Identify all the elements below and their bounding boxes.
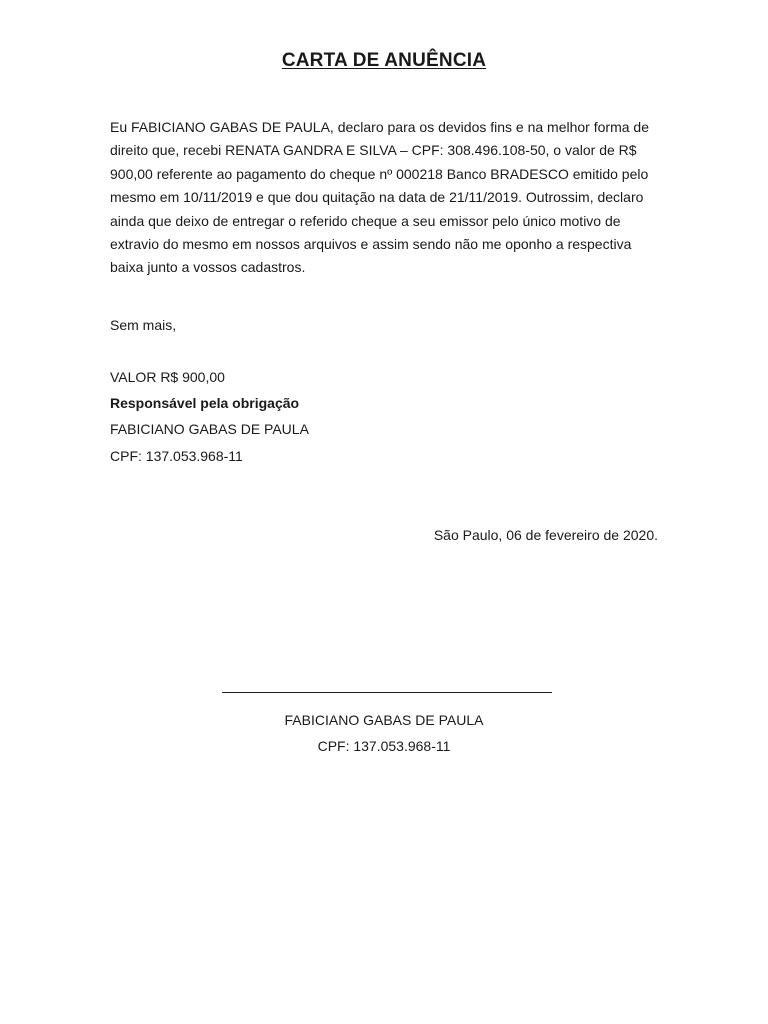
document-title: CARTA DE ANUÊNCIA	[281, 50, 487, 71]
body-line: extravio do mesmo em nossos arquivos e assim sendo não me oponho a respectiva	[110, 236, 632, 253]
closing-text: Sem mais,	[110, 317, 177, 333]
responsible-heading: Responsável pela obrigação	[110, 395, 300, 411]
body-line: direito que, recebi RENATA GANDRA E SILVA – CPF: 308.496.108-50, o valor de R$	[110, 142, 637, 159]
body-line: 900,00 referente ao pagamento do cheque nº 000218 Banco BRADESCO emitido pelo	[110, 165, 649, 182]
responsible-name: FABICIANO GABAS DE PAULA	[110, 421, 309, 437]
body-paragraph	[110, 116, 660, 280]
body-line: mesmo em 10/11/2019 e que dou quitação na data de 21/11/2019. Outrossim, declaro	[110, 189, 644, 206]
place-date: São Paulo, 06 de fevereiro de 2020.	[433, 527, 658, 543]
body-line: ainda que deixo de entregar o referido cheque a seu emissor pelo único motivo de	[110, 212, 621, 229]
signature-line	[222, 692, 552, 693]
value-line: VALOR R$ 900,00	[110, 369, 225, 385]
body-line: baixa junto a vossos cadastros.	[110, 259, 306, 276]
signature-name: FABICIANO GABAS DE PAULA	[284, 712, 484, 728]
responsible-cpf: CPF: 137.053.968-11	[110, 448, 243, 464]
body-line: Eu FABICIANO GABAS DE PAULA, declaro para os devidos fins e na melhor forma de	[110, 119, 649, 135]
signature-cpf: CPF: 137.053.968-11	[317, 738, 451, 754]
